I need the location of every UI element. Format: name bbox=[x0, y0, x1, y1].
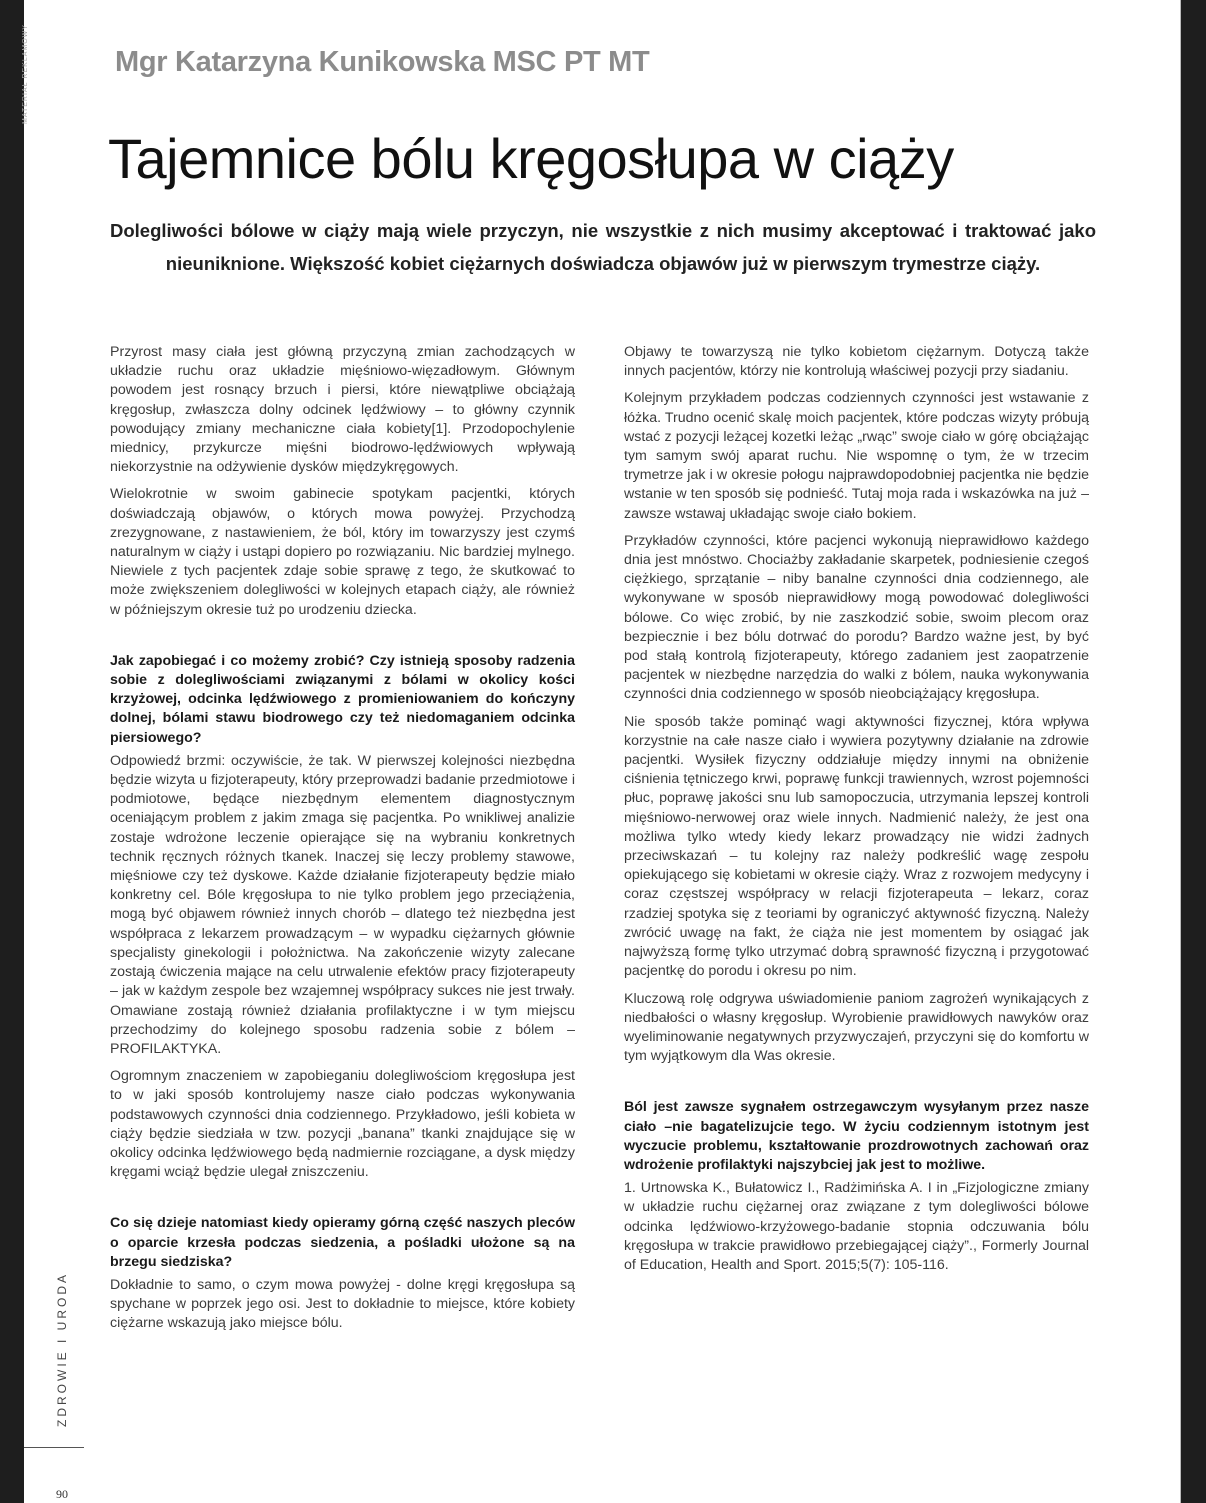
advertising-label: MATERIAŁ REKLAMOWY bbox=[22, 24, 29, 124]
paragraph: Przyrost masy ciała jest główną przyczyną zmian zachodzących w układzie ruchu oraz układzie mięśniowo-więzadłowym. Głównym powodem jest rosnący brzuch i piersi, które niewątpliwe obciążają kręgosłup, zwłaszcza dolny odcinek lędźwiowy – to główny czynnik powodujący zmiany mechaniczne ciała kobiety[1]. Przodopochylenie miednicy, przykurcze mięśni biodrowo-lędźwiowych wpływają niekorzystnie na odżywienie dysków międzykręgowych. bbox=[110, 344, 575, 476]
paragraph: Przykładów czynności, które pacjenci wykonują nieprawidłowo każdego dnia jest mnóstwo. Chociażby zakładanie skarpetek, podniesienie czegoś ciężkiego, sprzątanie – niby banalne czynności dnia codziennego, ale wykonywane w sposób nieprawidłowy mogą powodować dolegliwości bólowe. Co więc zrobić, by nie zaszkodzić sobie, swoim plecom oraz bezpiecznie i bez bólu dotrwać do porodu? Bardzo ważne jest, by być pod stałą kontrolą fizjoterapeuty, którego zadaniem jest zaopatrzenie pacjentek w niezbędne narzędzia do walki z bólem, nauka wykonywania czynności dnia codziennego w sposób nieobciążający kręgosłupa. bbox=[624, 532, 1089, 703]
section-heading: Jak zapobiegać i co możemy zrobić? Czy istnieją sposoby radzenia sobie z dolegliwościami związanymi z bólami w okolicy kości krzyżowej, odcinka lędźwiowego z promieniowaniem do kończyny dolnej, bólami stawu biodrowego czy też niedomaganiem odcinka piersiowego? bbox=[110, 652, 575, 746]
closing-statement: Ból jest zawsze sygnałem ostrzegawczym wysyłanym przez nasze ciało –nie bagatelizujcie tego. W życiu codziennym istotnym jest wyczucie problemu, kształtowanie prozdrowotnych zachowań oraz wdrożenie profilaktyki najszybciej jak jest to możliwe. bbox=[624, 1099, 1089, 1173]
paragraph: Nie sposób także pominąć wagi aktywności fizycznej, która wpływa korzystnie na całe nasze ciało i wywiera pozytywny działanie na zdrowie pacjentki. Wysiłek fizyczny oddziałuje między innymi na obniżenie ciśnienia tętniczego krwi, poprawę funkcji trawiennych, wzrost pojemności płuc, poprawę jakości snu lub samopoczucia, utrzymania lepszej kontroli mięśniowo-nerwowej oraz wiele innych. Nadmienić należy, że jest ona możliwa tylko wtedy kiedy lekarz prowadzący nie widzi żadnych przeciwskazań – tu kolejny raz należy podkreślić wagę zespołu opiekującego się kobietami w okresie ciąży. Wraz z rozwojem medycyny i coraz częstszej współpracy w relacji fizjoterapeuta – lekarz, coraz rzadziej spotyka się z teoriami by ograniczyć aktywność fizyczną. Należy zwrócić uwagę na fakt, że ciąża nie jest momentem by osiągać jak najwyższą formę tylko utrzymać dobrą sprawność fizyczną i przygotować pacjentkę do porodu i okresu po nim. bbox=[624, 713, 1089, 980]
paragraph: Kluczową rolę odgrywa uświadomienie paniom zagrożeń wynikających z niedbałości o własny kręgosłup. Wyrobienie prawidłowych nawyków oraz wyeliminowanie negatywnych przyzwyczajeń, przyczyni się do komfortu w tym wyjątkowym dla Was okresie. bbox=[624, 990, 1089, 1065]
section-heading: Co się dzieje natomiast kiedy opieramy górną część naszych pleców o oparcie krzesła podczas siedzenia, a pośladki ułożone są na brzegu siedziska? bbox=[110, 1215, 575, 1270]
author-byline: Mgr Katarzyna Kunikowska MSC PT MT bbox=[115, 46, 650, 78]
page-number: 90 bbox=[56, 1487, 68, 1501]
section-divider bbox=[24, 1447, 84, 1448]
paragraph: Objawy te towarzyszą nie tylko kobietom ciężarnym. Dotyczą także innych pacjentów, którzy nie kontrolują właściwej pozycji przy siadaniu. bbox=[624, 344, 1089, 380]
paragraph: Wielokrotnie w swoim gabinecie spotykam pacjentki, których doświadczają objawów, o których mowa powyżej. Przychodzą zrezygnowane, z nastawieniem, że ból, który im towarzyszy jest czymś naturalnym w ciąży i ustąpi dopiero po rozwiązaniu. Nic bardziej mylnego. Niewiele z tych pacjentek zdaje sobie sprawę z tego, że skutkować to może zwiększeniem dolegliwości w kolejnych etapach ciąży, ale również w późniejszym okresie tuż po urodzeniu dziecka. bbox=[110, 486, 575, 618]
left-column bbox=[110, 343, 575, 1342]
right-column bbox=[624, 343, 1089, 1283]
right-dark-frame bbox=[1180, 0, 1206, 1503]
article-title: Tajemnice bólu kręgosłupa w ciąży bbox=[108, 127, 954, 190]
magazine-page bbox=[24, 0, 1180, 1503]
paragraph: Kolejnym przykładem podczas codziennych czynności jest wstawanie z łóżka. Trudno ocenić skalę moich pacjentek, które podczas wizyty próbują wstać z pozycji leżącej kozetki leżąc „rwąc” swoje ciało w górę obciążając tym samym swój aparat ruchu. Nie wspomnę o tym, że w trzecim trymetrze jak i w okresie połogu najprawdopodobniej pacjentka nie będzie wstanie w ten sposób się podnieść. Tutaj moja rada i wskazówka na już – zawsze wstawaj układając swoje ciało bokiem. bbox=[624, 390, 1089, 522]
left-dark-frame bbox=[0, 0, 24, 1503]
article-lead: Dolegliwości bólowe w ciąży mają wiele przyczyn, nie wszystkie z nich musimy akceptować i traktować jako nieuniknione. Większość kobiet ciężarnych doświadcza objawów już w pierwszym trymestrze ciąży. bbox=[110, 220, 1096, 274]
section-label: ZDROWIE I URODA bbox=[55, 1272, 69, 1427]
paragraph: Ogromnym znaczeniem w zapobieganiu dolegliwościom kręgosłupa jest to w jaki sposób kontrolujemy nasze ciało podczas wykonywania podstawowych czynności dnia codziennego. Przykładowo, jeśli kobieta w ciąży będzie siedziała w tzw. pozycji „banana” tkanki znajdujące się w okolicy odcinka lędźwiowego będą nadmiernie rozciągane, a dysk między kręgami wciąż będzie ulegał zniszczeniu. bbox=[110, 1068, 575, 1181]
paragraph: Odpowiedź brzmi: oczywiście, że tak. W pierwszej kolejności niezbędna będzie wizyta u fizjoterapeuty, który przeprowadzi badanie przedmiotowe i podmiotowe, będące niezbędnym elementem diagnostycznym oceniającym problem z jakim zmaga się pacjentka. Po wnikliwej analizie zostaje wdrożone leczenie opierające się na wybraniu konkretnych technik ręcznych różnych tkanek. Inaczej się leczy problemy stawowe, mięśniowe czy też dyskowe. Każde działanie fizjoterapeuty będzie miało konkretny cel. Bóle kręgosłupa to nie tylko problem jego przeciążenia, mogą być objawem również innych chorób – dlatego też niezbędna jest współpraca z lekarzem prowadzącym – w wypadku ciężarnych głównie specjalisty ginekologii i położnictwa. Na zakończenie wizyty zalecane zostają ćwiczenia mające na celu utrwalenie efektów pracy fizjoterapeuty – jak w każdym zespole bez wzajemnej współpracy sukces nie jest trwały. Omawiane zostają również działania profilaktyczne i w tym miejscu przechodzimy do kolejnego sposobu radzenia sobie z bólem – PROFILAKTYKA. bbox=[110, 752, 576, 1057]
paragraph: Dokładnie to samo, o czym mowa powyżej - dolne kręgi kręgosłupa są spychane w poprzek jego osi. Jest to dokładnie to miejsce, które kobiety ciężarne wskazują jako miejsce bólu. bbox=[110, 1276, 575, 1332]
reference-citation: 1. Urtnowska K., Bułatowicz I., Radżimińska A. I in „Fizjologiczne zmiany w układzie ruchu ciężarnej oraz związane z tym dolegliwości bólowe odcinka lędźwiowo-krzyżowego-badanie stopnia odczuwania bólu kręgosłupa w trakcie prawidłowo przebiegającej ciąży”., Formerly Journal of Education, Health and Sport. 2015;5(7): 105-116. bbox=[624, 1180, 1089, 1273]
